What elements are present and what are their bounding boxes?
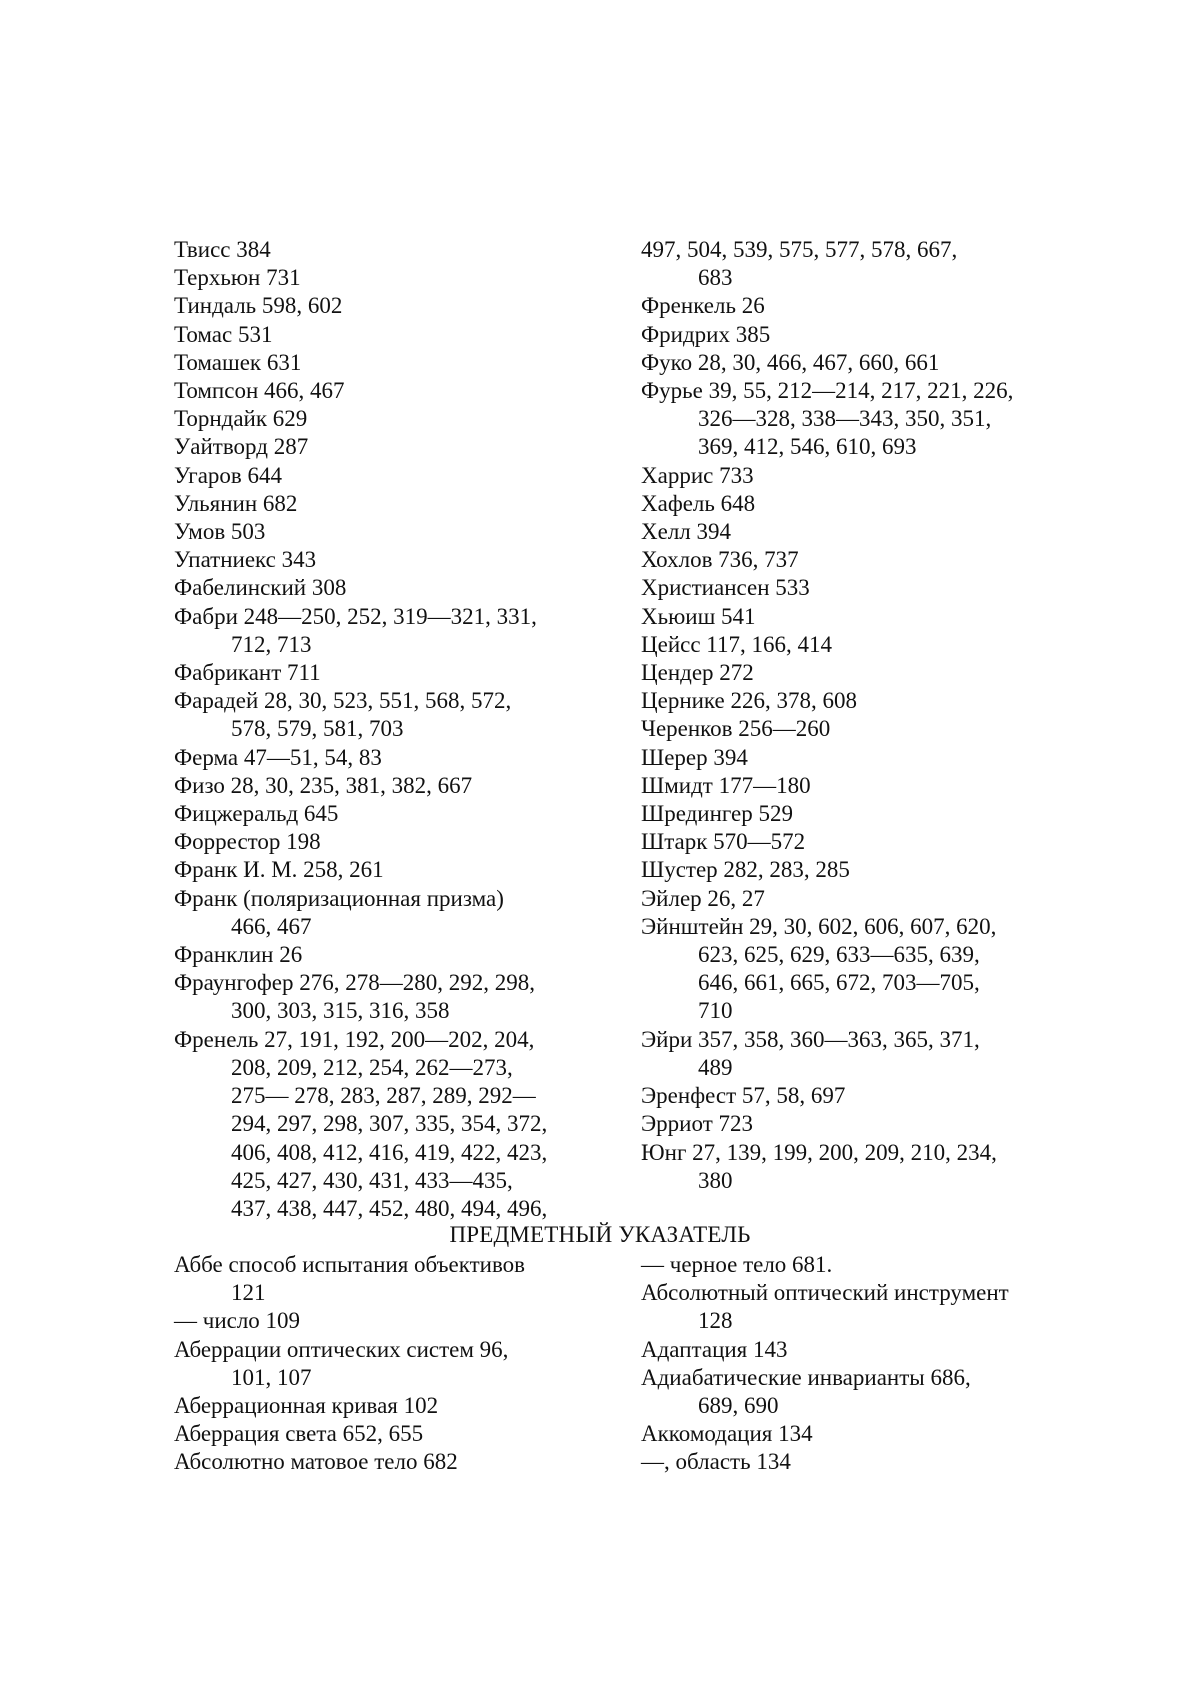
index-entry: Адаптация 143 (641, 1336, 1081, 1364)
index-entry: Аккомодация 134 (641, 1420, 1081, 1448)
index-entry: Юнг 27, 139, 199, 200, 209, 210, 234, 380 (641, 1139, 1081, 1195)
index-entry: Угаров 644 (174, 462, 614, 490)
index-entry: Цейсс 117, 166, 414 (641, 631, 1081, 659)
index-entry: Умов 503 (174, 518, 614, 546)
index-entry: Фуко 28, 30, 466, 467, 660, 661 (641, 349, 1081, 377)
name-index-right-column (641, 236, 1081, 1195)
index-entry: Твисс 384 (174, 236, 614, 264)
index-entry: — черное тело 681. (641, 1251, 1081, 1279)
index-entry: Эйри 357, 358, 360—363, 365, 371, 489 (641, 1026, 1081, 1082)
index-entry: Аберрационная кривая 102 (174, 1392, 614, 1420)
index-entry: Абсолютный оптический инструмент 128 (641, 1279, 1081, 1335)
index-entry: Шмидт 177—180 (641, 772, 1081, 800)
index-entry: Цернике 226, 378, 608 (641, 687, 1081, 715)
index-entry: Фарадей 28, 30, 523, 551, 568, 572, 578, 579, 581, 703 (174, 687, 614, 743)
index-entry: Френель 27, 191, 192, 200—202, 204, 208, 209, 212, 254, 262—273, 275— 278, 283, 287, 289, 292— 294, 297, 298, 307, 335, 354, 372, 406, 408, 412, 416, 419, 422, 423, 425, 427, 430, 431, 433—435, 437, 438, 447, 452, 480, 494, 496, (174, 1026, 614, 1223)
index-entry: Эрриот 723 (641, 1110, 1081, 1138)
index-entry: Хохлов 736, 737 (641, 546, 1081, 574)
index-entry: Адиабатические инварианты 686, 689, 690 (641, 1364, 1081, 1420)
index-entry: Форрестор 198 (174, 828, 614, 856)
index-entry: Фраунгофер 276, 278—280, 292, 298, 300, 303, 315, 316, 358 (174, 969, 614, 1025)
index-entry: Харрис 733 (641, 462, 1081, 490)
index-entry: Торндайк 629 (174, 405, 614, 433)
index-entry: Френкель 26 (641, 292, 1081, 320)
index-entry: Абсолютно матовое тело 682 (174, 1448, 614, 1476)
index-entry: Фурье 39, 55, 212—214, 217, 221, 226, 326—328, 338—343, 350, 351, 369, 412, 546, 610, 693 (641, 377, 1081, 462)
index-entry: Уайтворд 287 (174, 433, 614, 461)
index-entry: Хафель 648 (641, 490, 1081, 518)
index-entry: Христиансен 533 (641, 574, 1081, 602)
index-entry: Фридрих 385 (641, 321, 1081, 349)
index-entry: Эйлер 26, 27 (641, 885, 1081, 913)
index-entry: Томас 531 (174, 321, 614, 349)
index-entry: Франк (поляризационная призма) 466, 467 (174, 885, 614, 941)
index-entry: Шредингер 529 (641, 800, 1081, 828)
index-entry: Франк И. М. 258, 261 (174, 856, 614, 884)
index-entry: Хелл 394 (641, 518, 1081, 546)
index-entry: Терхьюн 731 (174, 264, 614, 292)
subject-index-left-column (174, 1251, 614, 1477)
index-entry: Томашек 631 (174, 349, 614, 377)
index-entry: Эйнштейн 29, 30, 602, 606, 607, 620, 623, 625, 629, 633—635, 639, 646, 661, 665, 672, 703—705, 710 (641, 913, 1081, 1026)
index-entry: Аберрация света 652, 655 (174, 1420, 614, 1448)
index-entry: Эренфест 57, 58, 697 (641, 1082, 1081, 1110)
index-entry: Ферма 47—51, 54, 83 (174, 744, 614, 772)
index-entry: Аббе способ испытания объективов 121 (174, 1251, 614, 1307)
subject-index-right-column (641, 1251, 1081, 1477)
index-entry: Томпсон 466, 467 (174, 377, 614, 405)
index-entry: —, область 134 (641, 1448, 1081, 1476)
index-entry: Фабелинский 308 (174, 574, 614, 602)
index-entry: Шерер 394 (641, 744, 1081, 772)
index-entry: Физо 28, 30, 235, 381, 382, 667 (174, 772, 614, 800)
index-entry: Цендер 272 (641, 659, 1081, 687)
index-entry: Хьюиш 541 (641, 603, 1081, 631)
index-entry: Штарк 570—572 (641, 828, 1081, 856)
index-entry: Упатниекс 343 (174, 546, 614, 574)
index-entry: Черенков 256—260 (641, 715, 1081, 743)
index-entry: Фабрикант 711 (174, 659, 614, 687)
index-page (0, 0, 1200, 1698)
name-index-left-column (174, 236, 614, 1223)
index-entry: — число 109 (174, 1307, 614, 1335)
index-entry: Аберрации оптических систем 96, 101, 107 (174, 1336, 614, 1392)
subject-index-heading: ПРЕДМЕТНЫЙ УКАЗАТЕЛЬ (0, 1221, 1200, 1249)
index-entry: Франклин 26 (174, 941, 614, 969)
index-entry: Фицжеральд 645 (174, 800, 614, 828)
index-entry: Тиндаль 598, 602 (174, 292, 614, 320)
index-entry: 497, 504, 539, 575, 577, 578, 667, 683 (641, 236, 1081, 292)
index-entry: Ульянин 682 (174, 490, 614, 518)
index-entry: Фабри 248—250, 252, 319—321, 331, 712, 713 (174, 603, 614, 659)
index-entry: Шустер 282, 283, 285 (641, 856, 1081, 884)
